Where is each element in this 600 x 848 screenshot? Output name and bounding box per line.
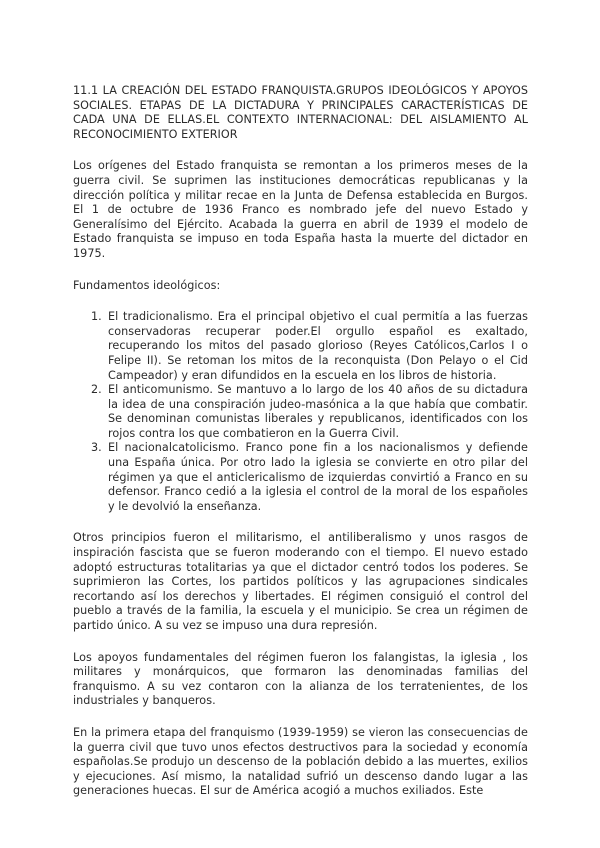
list-item [73, 441, 528, 514]
list-item-text: El tradicionalismo. Era el principal objetivo el cual permitía a las fuerzas conservadoras recuperar poder.El orgullo español es exaltado, recuperando los mitos del pasado glorioso (Reyes Católicos,Carlos I o Felipe II). Se retoman los mitos de la reconquista (Don Pelayo o el Cid Campeador) y eran difundidos en la escuela en los libros de historia. [108, 310, 528, 382]
list-item-text: El anticomunismo. Se mantuvo a lo largo de los 40 años de su dictadura la idea de una conspiración judeo-masónica a la que había que combatir. Se denominan comunistas liberales y republicanos, identificados con los rojos contra los que combatieron en la Guerra Civil. [108, 383, 528, 440]
paragraph-origins: Los orígenes del Estado franquista se remontan a los primeros meses de la guerra civil. Se suprimen las instituciones democráticas republicanas y la dirección política y militar recae en la Junta de Defensa establecida en Burgos. El 1 de octubre de 1936 Franco es nombrado jefe del nuevo Estado y Generalísimo del Ejército. Acabada la guerra en abril de 1939 el modelo de Estado franquista se impuso en toda España hasta la muerte del dictador en 1975. [73, 159, 528, 260]
document-page [73, 84, 528, 814]
document-title: 11.1 LA CREACIÓN DEL ESTADO FRANQUISTA.GRUPOS IDEOLÓGICOS Y APOYOS SOCIALES. ETAPAS DE LA DICTADURA Y PRINCIPALES CARACTERÍSTICAS DE CADA UNA DE ELLAS.EL CONTEXTO INTERNACIONAL: DEL AISLAMIENTO AL RECONOCIMIENTO EXTERIOR [73, 84, 528, 141]
fundamentals-heading: Fundamentos ideológicos: [73, 278, 221, 292]
paragraph-supports: Los apoyos fundamentales del régimen fueron los falangistas, la iglesia , los militares y monárquicos, que formaron las denominadas familias del franquismo. A su vez contaron con la alianza de los terratenientes, de los industriales y banqueros. [73, 650, 528, 708]
list-item [73, 383, 528, 441]
list-item-number: 2. [91, 383, 102, 397]
ideological-fundamentals-list [73, 310, 528, 514]
list-item-number: 3. [91, 441, 102, 455]
paragraph-first-stage: En la primera etapa del franquismo (1939-1959) se vieron las consecuencias de la guerra civil que tuvo unos efectos destructivos para la sociedad y economía españolas.Se produjo un descenso de la población debido a las muertes, exilios y ejecuciones. Así mismo, la natalidad sufrió un descenso dando lugar a las generaciones huecas. El sur de América acogió a muchos exiliados. Este [73, 725, 528, 798]
list-item-text: El nacionalcatolicismo. Franco pone fin a los nacionalismos y defiende una España única. Por otro lado la iglesia se convierte en otro pilar del régimen ya que el anticlericalismo de izquierdas convirtió a Franco en su defensor. Franco cedió a la iglesia el control de la moral de los españoles y le devolvió la enseñanza. [108, 441, 528, 513]
list-item [73, 310, 528, 383]
list-item-number: 1. [91, 310, 102, 324]
paragraph-other-principles: Otros principios fueron el militarismo, el antiliberalismo y unos rasgos de inspiración fascista que se fueron moderando con el tiempo. El nuevo estado adoptó estructuras totalitarias ya que el dictador centró todos los poderes. Se suprimieron las Cortes, los partidos políticos y las agrupaciones sindicales recortando así los derechos y libertades. El régimen consiguió el control del pueblo a través de la familia, la escuela y el municipio. Se crea un régimen de partido único. A su vez se impuso una dura represión. [73, 531, 528, 632]
